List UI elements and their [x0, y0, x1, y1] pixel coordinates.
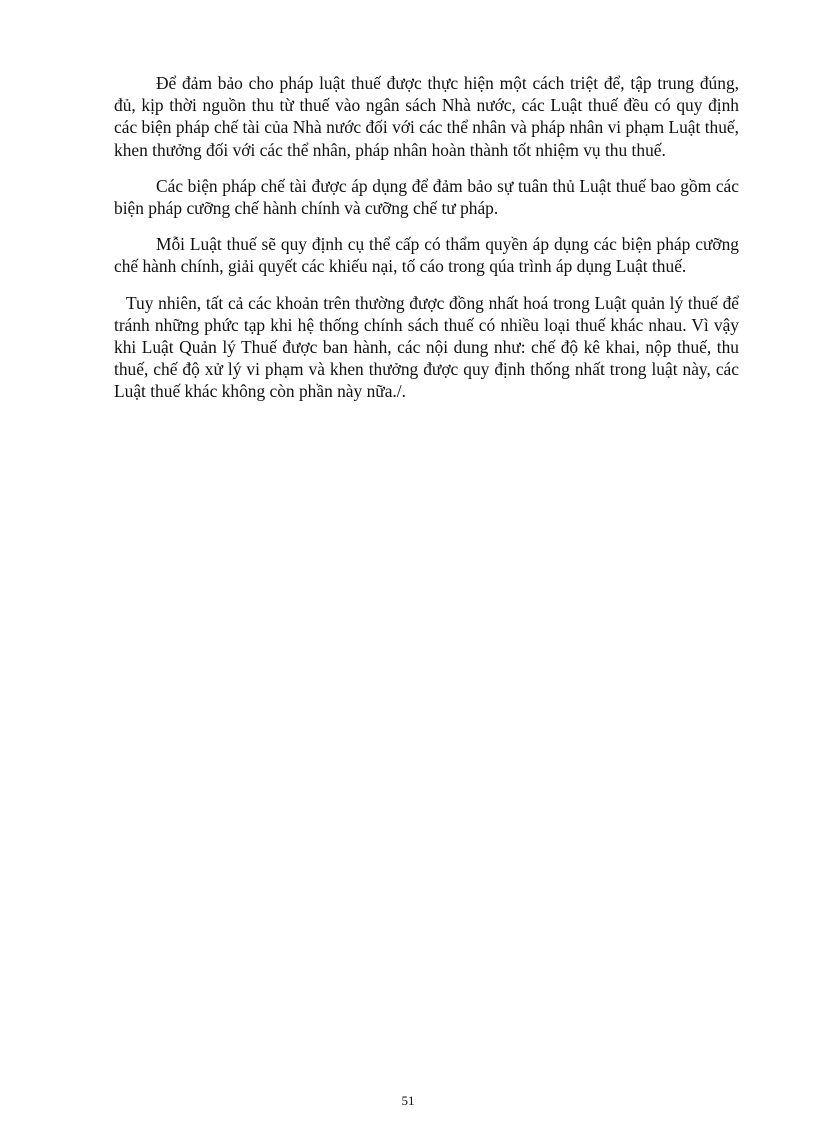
paragraph-competent-authority: Mỗi Luật thuế sẽ quy định cụ thể cấp có thẩm quyền áp dụng các biện pháp cưỡng chế hành chính, giải quyết các khiếu nại, tố cáo trong qúa trình áp dụng Luật thuế. [114, 234, 739, 277]
document-body [114, 72, 739, 417]
page-number: 51 [401, 1093, 415, 1108]
paragraph-sanction-measures: Các biện pháp chế tài được áp dụng để đảm bảo sự tuân thủ Luật thuế bao gồm các biện pháp cưỡng chế hành chính và cưỡng chế tư pháp. [114, 175, 739, 219]
paragraph-tax-administration-law: Tuy nhiên, tất cả các khoản trên thường được đồng nhất hoá trong Luật quản lý thuế để tránh những phức tạp khi hệ thống chính sách thuế có nhiều loại thuế khác nhau. Vì vậy khi Luật Quản lý Thuế được ban hành, các nội dung như: chế độ kê khai, nộp thuế, thu thuế, chế độ xử lý vi phạm và khen thưởng được quy định thống nhất trong luật này, các Luật thuế khác không còn phần này nữa./. [114, 292, 739, 402]
paragraph-enforcement-intro: Để đảm bảo cho pháp luật thuế được thực hiện một cách triệt để, tập trung đúng, đủ, kịp thời nguồn thu từ thuế vào ngân sách Nhà nước, các Luật thuế đều có quy định các biện pháp chế tài của Nhà nước đối với các thể nhân và pháp nhân vi phạm Luật thuế, khen thưởng đối với các thể nhân, pháp nhân hoàn thành tốt nhiệm vụ thu thuế. [114, 73, 739, 160]
